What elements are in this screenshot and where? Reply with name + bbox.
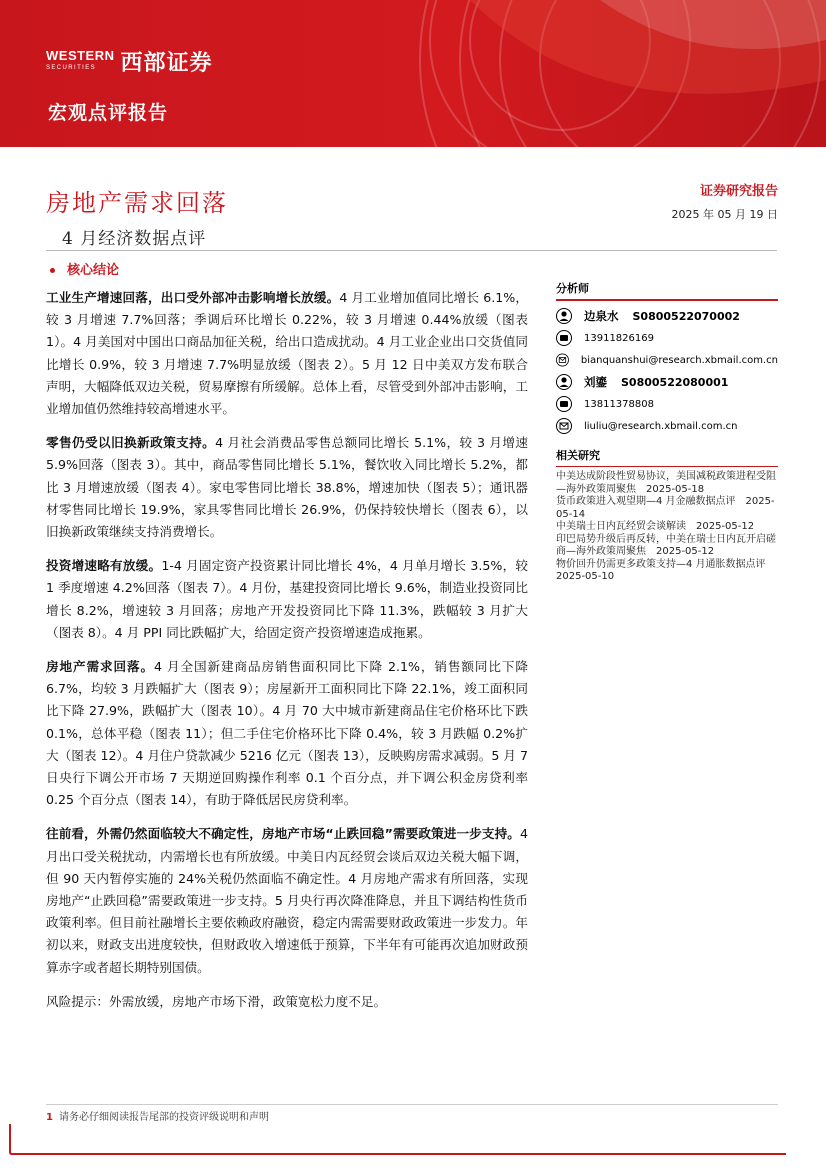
report-subtitle: 4 月经济数据点评 [62,229,207,249]
analyst-name-row: 刘鎏 S0800522080001 [556,371,778,393]
company-logo [46,46,213,77]
paragraph: 零售仍受以旧换新政策支持。4 月社会消费品零售总额同比增长 5.1%，较 3 月增速 5.9%回落（图表 3）。其中，商品零售同比增长 5.1%，餐饮收入同比增长 5.2%，都比 3 月增速放缓（图表 4）。家电零售同比增长 38.8%，增速加快（图表 5）；通讯器材零售同比增长 19.9%，家具零售同比增长 26.9%，仍保持较快增长（图表 6），以旧换新政策继续支持消费增长。 [46,435,528,540]
related-research-item[interactable]: 货币政策进入观望期—4 月金融数据点评 2025-05-14 [556,496,775,520]
person-icon [556,308,572,324]
report-title: 房地产需求回落 [46,189,228,217]
footer [46,1108,269,1123]
paragraph: 房地产需求回落。4 月全国新建商品房销售面积同比下降 2.1%，销售额同比下降 6.7%，均较 3 月跌幅扩大（图表 9）；房屋新开工面积同比下降 22.1%，竣工面积同比下降 27.9%，跌幅扩大（图表 10）。4 月 70 大中城市新建商品住宅价格环比下跌 0.1%，总体平稳（图表 11）；但二手住宅价格环比下降 0.4%，较 3 月跌幅 0.2%扩大（图表 12）。4 月住户贷款减少 5216 亿元（图表 13），反映购房需求减弱。5 月 7 日央行下调公开市场 7 天期逆回购操作利率 0.1 个百分点，并下调公积金房贷利率 0.25 个百分点（图表 14），有助于降低居民房贷利率。 [46,659,529,808]
phone-icon [556,330,572,346]
footer-divider [46,1104,778,1105]
footer-corner-decoration [8,1124,788,1156]
analyst-name-row: 边泉水 S0800522070002 [556,305,778,327]
related-research-item[interactable]: 物价回升仍需更多政策支持—4 月通胀数据点评 2025-05-10 [556,558,776,582]
phone-icon [556,396,572,412]
paragraph: 投资增速略有放缓。1-4 月固定资产投资累计同比增长 4%，4 月单月增长 3.5%，较 1 季度增速 4.2%回落（图表 7）。4 月份，基建投资同比增长 9.6%，制造业投资同比增长 8.2%，增速较 3 月回落；房地产开发投资同比下降 11.3%，跌幅较 3 月扩大（图表 8）。4 月 PPI 同比跌幅扩大，给固定资产投资增速造成拖累。 [46,558,529,640]
analyst-block [556,305,778,437]
header-banner [0,0,826,147]
sidebar [556,280,778,584]
analyst-heading: 分析师 [556,280,778,301]
report-type: 宏观点评报告 [48,102,169,124]
related-research-list [556,471,778,584]
paragraph: 工业生产增速回落，出口受外部冲击影响增长放缓。4 月工业增加值同比增长 6.1%，较 3 月增速 7.7%回落；季调后环比增长 0.22%，较 3 月增速 0.44%放缓（图表 1）。4 月美国对中国出口商品加征关税，给出口造成扰动。4 月工业企业出口交货值同比增长 0.9%，较 3 月增速 7.7%明显放缓（图表 2）。5 月 12 日中美双方发布联合声明，大幅降低双边关税，贸易摩擦有所缓解。总体上看，尽管受到外部冲击影响，工业增加值仍然维持较高增速水平。 [46,290,529,417]
analyst-email-row: bianquanshui@research.xbmail.com.cn [556,349,778,371]
email-icon [556,418,572,434]
main-body [46,287,528,1025]
related-research-item[interactable]: 印巴局势升级后再反转，中美在瑞士日内瓦开启磋商—海外政策周聚焦 2025-05-12 [556,533,776,557]
report-tag: 证券研究报告 [699,184,778,199]
person-icon [556,374,572,390]
related-research-heading: 相关研究 [556,447,778,467]
paragraph: 往前看，外需仍然面临较大不确定性，房地产市场“止跌回稳”需要政策进一步支持。4 月出口受关税扰动，内需增长也有所放缓。中美日内瓦经贸会谈后双边关税大幅下调，但 90 天内暂停实施的 24%关税仍然面临不确定性。4 月房地产需求有所回落，实现房地产“止跌回稳”需要政策进一步支持。5 月央行再次降准降息，并且下调结构性货币政策利率。但目前社融增长主要依赖政府融资，稳定内需需要财政政策进一步发力。年初以来，财政支出进度较快，但财政收入增速低于预算，下半年有可能再次追加财政预算赤字或者超长期特别国债。 [46,826,528,975]
report-date: 2025 年 05 月 19 日 [671,208,778,221]
email-icon [556,352,569,368]
disclaimer-note: 请务必仔细阅读报告尾部的投资评级说明和声明 [58,1112,269,1123]
risk-warning: 风险提示：外需放缓，房地产市场下滑，政策宽松力度不足。 [46,993,387,1009]
page-number: 1 [46,1112,53,1123]
analyst-email-row: liuliu@research.xbmail.com.cn [556,415,778,437]
core-conclusion-heading: 核心结论 [50,259,119,278]
analyst-phone-row: 13811378808 [556,393,778,415]
related-research-item[interactable]: 中美瑞士日内瓦经贸会谈解读 2025-05-12 [556,521,755,532]
logo-chinese: 西部证券 [120,51,213,76]
related-research-item[interactable]: 中美达成阶段性贸易协议，美国减税政策进程受阻—海外政策周聚焦 2025-05-18 [556,471,776,495]
bullet-icon [50,268,55,273]
subtitle-divider [46,250,777,251]
logo-english: WESTERN SECURITIES [46,47,115,71]
analyst-phone-row: 13911826169 [556,327,778,349]
